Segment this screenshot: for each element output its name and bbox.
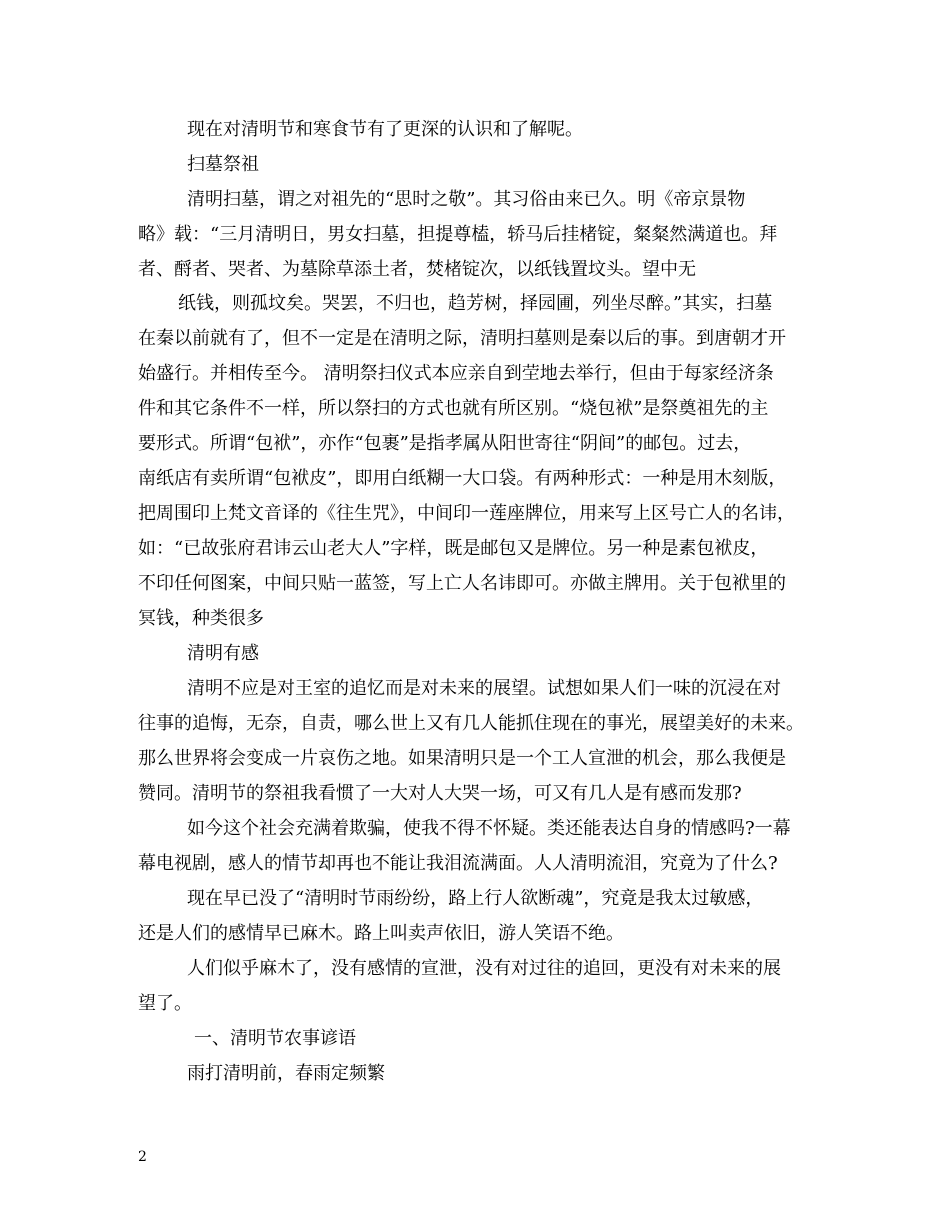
text-line: 把周围印上梵文音译的《往生咒》，中间印一莲座牌位，用来写上区号亡人的名讳， (138, 503, 795, 524)
text-line: 那么世界将会变成一片哀伤之地。如果清明只是一个工人宣泄的机会，那么我便是 (138, 748, 786, 769)
text-line: 清明扫墓，谓之对祖先的“思时之敬”。其习俗由来已久。明《帝京景物 (187, 189, 746, 210)
text-line: 在秦以前就有了，但不一定是在清明之际，清明扫墓则是秦以后的事。到唐朝才开 (138, 328, 786, 349)
text-line: 望了。 (138, 993, 192, 1014)
text-line: 往事的追悔，无奈，自责，哪么世上又有几人能抓住现在的事光，展望美好的未来。 (138, 713, 804, 734)
text-line: 者、酹者、哭者、为墓除草添土者，焚楮锭次，以纸钱置坟头。望中无 (138, 259, 696, 280)
text-line: 如今这个社会充满着欺骗，使我不得不怀疑。类还能表达自身的情感吗?一幕 (187, 818, 791, 839)
section-heading-qingming-reflections: 清明有感 (187, 643, 259, 664)
text-line: 赞同。清明节的祭祖我看惯了一大对人大哭一场，可又有几人是有感而发那? (138, 783, 742, 804)
section-heading-farming-proverbs: 一、清明节农事谚语 (194, 1028, 356, 1049)
text-line: 还是人们的感情早已麻木。路上叫卖声依旧，游人笑语不绝。 (138, 923, 624, 944)
text-line: 件和其它条件不一样，所以祭扫的方式也就有所区别。“烧包袱”是祭奠祖先的主 (138, 398, 769, 419)
text-line: 现在对清明节和寒食节有了更深的认识和了解呢。 (187, 119, 583, 140)
text-line: 纸钱，则孤坟矣。哭罢，不归也，趋芳树，择园圃，列坐尽醉。”其实，扫墓 (178, 293, 773, 314)
text-line: 幕电视剧，感人的情节却再也不能让我泪流满面。人人清明流泪，究竟为了什么? (138, 853, 778, 874)
text-line: 人们似乎麻木了，没有感情的宣泄，没有对过往的追回，更没有对未来的展 (187, 958, 781, 979)
text-line: 始盛行。并相传至今。 清明祭扫仪式本应亲自到茔地去举行，但由于每家经济条 (138, 363, 774, 384)
text-line: 清明不应是对王室的追忆而是对未来的展望。试想如果人们一味的沉浸在对 (187, 678, 781, 699)
text-line: 现在早已没了“清明时节雨纷纷，路上行人欲断魂”，究竟是我太过敏感， (187, 888, 764, 909)
text-line: 南纸店有卖所谓“包袱皮”，即用白纸糊一大口袋。有两种形式：一种是用木刻版， (138, 468, 787, 489)
text-line: 如：“已故张府君讳云山老大人”字样，既是邮包又是牌位。另一种是素包袱皮， (138, 538, 769, 559)
text-line: 要形式。所谓“包袱”，亦作“包裹”是指孝属从阳世寄往“阴间”的邮包。过去， (138, 433, 752, 454)
text-line: 略》载：“三月清明日，男女扫墓，担提尊榼，轿马后挂楮锭，粲粲然满道也。拜 (138, 224, 778, 245)
section-heading-tomb-sweeping: 扫墓祭祖 (187, 154, 259, 175)
page-number: 2 (138, 1149, 147, 1165)
text-line: 雨打清明前，春雨定频繁 (187, 1063, 385, 1084)
text-line: 不印任何图案，中间只贴一蓝签，写上亡人名讳即可。亦做主牌用。关于包袱里的 (138, 573, 786, 594)
text-line: 冥钱，种类很多 (138, 608, 264, 629)
